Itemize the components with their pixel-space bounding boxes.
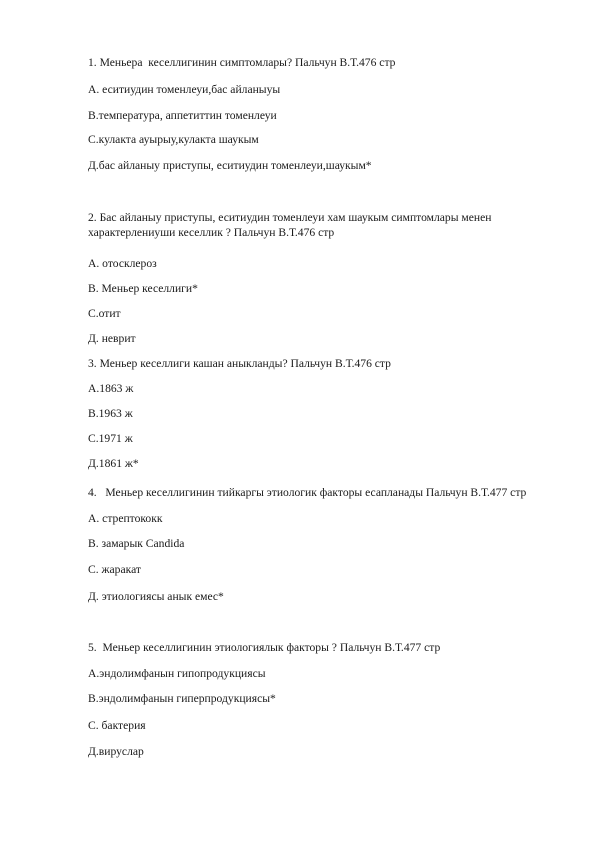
q1-option-a: А. еситиудин томенлеуи,бас айланыуы xyxy=(88,83,281,96)
q2-option-c: С.отит xyxy=(88,307,121,320)
q4-option-c: С. жаракат xyxy=(88,563,141,576)
q3-option-b: В.1963 ж xyxy=(88,407,133,420)
q1-option-d: Д.бас айланыу приступы, еситиудин томенлеуи,шаукым* xyxy=(88,159,372,172)
q3-option-c: С.1971 ж xyxy=(88,432,133,445)
question-4: 4. Меньер кеселлигинин тийкаргы этиологик факторы есапланады Пальчун В.Т.477 стр xyxy=(88,486,527,499)
q4-option-d: Д. этиологиясы анык емес* xyxy=(88,590,224,603)
q5-option-d: Д.вируслар xyxy=(88,745,144,758)
q2-option-a: А. отосклероз xyxy=(88,257,157,270)
q5-option-c: С. бактерия xyxy=(88,719,146,732)
q2-option-b: В. Меньер кеселлиги* xyxy=(88,282,198,295)
question-1: 1. Меньера кеселлигинин симптомлары? Пальчун В.Т.476 стр xyxy=(88,56,396,69)
question-3: 3. Меньер кеселлиги кашан аныкланды? Пальчун В.Т.476 стр xyxy=(88,357,391,370)
q4-option-b: В. замарык Candida xyxy=(88,537,185,550)
q2-option-d: Д. неврит xyxy=(88,332,136,345)
question-2: 2. Бас айланыу приступы, еситиудин томенлеуи хам шаукым симптомлары менен характерлениуши кеселлик ? Пальчун В.Т.476 стр xyxy=(88,211,492,239)
q3-option-d: Д.1861 ж* xyxy=(88,457,139,470)
q1-option-b: В.температура, аппетиттин томенлеуи xyxy=(88,109,277,122)
q3-option-a: А.1863 ж xyxy=(88,382,134,395)
q4-option-a: А. стрептококк xyxy=(88,512,163,525)
q5-option-b: В.эндолимфанын гиперпродукциясы* xyxy=(88,692,276,705)
q5-option-a: А.эндолимфанын гипопродукциясы xyxy=(88,667,266,680)
q1-option-c: С.кулакта ауырыу,кулакта шаукым xyxy=(88,133,259,146)
question-5: 5. Меньер кеселлигинин этиологиялык факторы ? Пальчун В.Т.477 стр xyxy=(88,641,441,654)
